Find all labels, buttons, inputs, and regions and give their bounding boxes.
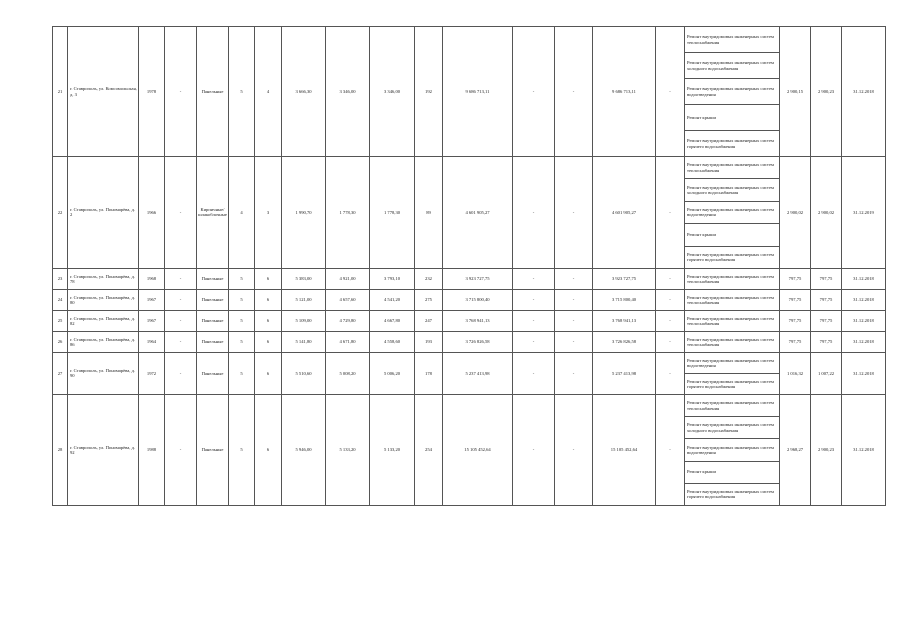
other-cost: -	[656, 394, 685, 505]
repair-program-table	[52, 26, 886, 506]
year-built: 1968	[139, 268, 165, 289]
repair-work-item: Ремонт крыши	[685, 224, 780, 246]
repair-work-item: Ремонт внутридомовых инженерных систем теплоснабжения	[685, 310, 780, 331]
fund-cost: -	[513, 394, 555, 505]
completion-date: 31.12.2018	[842, 27, 886, 157]
residential-area: 4 921,00	[326, 268, 370, 289]
unit-cost: 797,75	[780, 289, 811, 310]
table-row	[53, 268, 886, 289]
row-number: 24	[53, 289, 68, 310]
total-area: 5 141,80	[282, 331, 326, 352]
completion-date: 31.12.2018	[842, 352, 886, 394]
commissioning-year: -	[165, 352, 197, 394]
completion-date: 31.12.2019	[842, 157, 886, 269]
unit-cost: 797,75	[780, 310, 811, 331]
residents-count: 178	[415, 352, 443, 394]
max-unit-cost: 797,75	[811, 289, 842, 310]
residents-count: 193	[415, 331, 443, 352]
fund-cost: -	[513, 352, 555, 394]
owners-area: 5 133,20	[370, 394, 415, 505]
residential-area: 5 008,20	[326, 352, 370, 394]
repair-work-item: Ремонт внутридомовых инженерных систем горячего водоснабжения	[685, 483, 780, 505]
other-cost: -	[656, 352, 685, 394]
commissioning-year: -	[165, 331, 197, 352]
address-cell: г. Ставрополь, ул. Пономарёва, д. 90	[68, 352, 139, 394]
unit-cost: 2 900,02	[780, 157, 811, 269]
unit-cost: 797,75	[780, 268, 811, 289]
total-cost: 3 923 727,75	[443, 268, 513, 289]
total-area: 5 121,00	[282, 289, 326, 310]
repair-work-item: Ремонт крыши	[685, 105, 780, 131]
fund-cost: -	[513, 310, 555, 331]
floors-count: 5	[229, 310, 255, 331]
budget-cost: -	[555, 310, 593, 331]
table-row	[53, 352, 886, 373]
repair-work-item: Ремонт внутридомовых инженерных систем холодного водоснабжения	[685, 417, 780, 439]
repair-work-item: Ремонт внутридомовых инженерных систем холодного водоснабжения	[685, 53, 780, 79]
residents-count: 192	[415, 27, 443, 157]
repair-work-item: Ремонт внутридомовых инженерных систем теплоснабжения	[685, 268, 780, 289]
wall-material: Панельные	[197, 394, 229, 505]
repair-work-item: Ремонт внутридомовых инженерных систем теплоснабжения	[685, 27, 780, 53]
total-cost: 3 715 800,40	[443, 289, 513, 310]
residential-area: 4 671,80	[326, 331, 370, 352]
budget-cost: -	[555, 331, 593, 352]
residents-count: 247	[415, 310, 443, 331]
other-cost: -	[656, 27, 685, 157]
other-cost: -	[656, 289, 685, 310]
year-built: 1966	[139, 157, 165, 269]
address-cell: г. Ставрополь, ул. Пономарёва, д. 82	[68, 310, 139, 331]
max-unit-cost: 797,75	[811, 310, 842, 331]
residents-count: 275	[415, 289, 443, 310]
commissioning-year: -	[165, 157, 197, 269]
commissioning-year: -	[165, 310, 197, 331]
repair-work-item: Ремонт внутридомовых инженерных систем холодного водоснабжения	[685, 179, 780, 201]
owners-area: 3 346,00	[370, 27, 415, 157]
fund-cost: -	[513, 331, 555, 352]
budget-cost: -	[555, 352, 593, 394]
wall-material: Панельные	[197, 352, 229, 394]
entrances-count: 3	[255, 157, 282, 269]
repair-work-item: Ремонт внутридомовых инженерных систем теплоснабжения	[685, 289, 780, 310]
table-row	[53, 331, 886, 352]
owners-area: 4 541,20	[370, 289, 415, 310]
owners-cost: 3 768 941,13	[593, 310, 656, 331]
owners-cost: 15 105 452,64	[593, 394, 656, 505]
residential-area: 5 133,20	[326, 394, 370, 505]
table-row	[53, 157, 886, 179]
total-cost: 5 237 413,98	[443, 352, 513, 394]
owners-cost: 3 715 800,40	[593, 289, 656, 310]
budget-cost: -	[555, 27, 593, 157]
row-number: 27	[53, 352, 68, 394]
wall-material: Панельные	[197, 268, 229, 289]
entrances-count: 6	[255, 352, 282, 394]
table-row	[53, 289, 886, 310]
entrances-count: 6	[255, 331, 282, 352]
address-cell: г. Ставрополь, ул. Пономарёва, д. 2	[68, 157, 139, 269]
owners-cost: 4 601 905,27	[593, 157, 656, 269]
total-cost: 3 768 941,13	[443, 310, 513, 331]
wall-material: Кирпичные/ шлакоблочные	[197, 157, 229, 269]
table-row	[53, 310, 886, 331]
total-cost: 3 726 826,58	[443, 331, 513, 352]
address-cell: г. Ставрополь, ул. Пономарёва, д. 80	[68, 289, 139, 310]
budget-cost: -	[555, 157, 593, 269]
total-area: 5 383,00	[282, 268, 326, 289]
other-cost: -	[656, 331, 685, 352]
other-cost: -	[656, 310, 685, 331]
table-row	[53, 394, 886, 416]
repair-work-item: Ремонт внутридомовых инженерных систем горячего водоснабжения	[685, 373, 780, 394]
table-row	[53, 27, 886, 53]
wall-material: Панельные	[197, 27, 229, 157]
residential-area: 4 657,60	[326, 289, 370, 310]
total-area: 5 946,00	[282, 394, 326, 505]
residents-count: 254	[415, 394, 443, 505]
owners-cost: 5 237 413,98	[593, 352, 656, 394]
table-body	[53, 27, 886, 506]
owners-cost: 3 923 727,75	[593, 268, 656, 289]
row-number: 25	[53, 310, 68, 331]
total-cost: 9 686 713,11	[443, 27, 513, 157]
residents-count: 232	[415, 268, 443, 289]
wall-material: Панельные	[197, 289, 229, 310]
row-number: 22	[53, 157, 68, 269]
completion-date: 31.12.2018	[842, 268, 886, 289]
max-unit-cost: 2 900,23	[811, 394, 842, 505]
max-unit-cost: 797,75	[811, 331, 842, 352]
commissioning-year: -	[165, 268, 197, 289]
total-area: 5 510,60	[282, 352, 326, 394]
max-unit-cost: 2 900,23	[811, 27, 842, 157]
other-cost: -	[656, 268, 685, 289]
completion-date: 31.12.2018	[842, 331, 886, 352]
max-unit-cost: 2 900,02	[811, 157, 842, 269]
floors-count: 5	[229, 289, 255, 310]
repair-work-item: Ремонт внутридомовых инженерных систем водоотведения	[685, 79, 780, 105]
commissioning-year: -	[165, 27, 197, 157]
budget-cost: -	[555, 289, 593, 310]
residents-count: 89	[415, 157, 443, 269]
residential-area: 1 778,30	[326, 157, 370, 269]
completion-date: 31.12.2018	[842, 310, 886, 331]
repair-work-item: Ремонт внутридомовых инженерных систем теплоснабжения	[685, 394, 780, 416]
row-number: 23	[53, 268, 68, 289]
year-built: 1964	[139, 331, 165, 352]
max-unit-cost: 797,75	[811, 268, 842, 289]
floors-count: 5	[229, 394, 255, 505]
wall-material: Панельные	[197, 331, 229, 352]
fund-cost: -	[513, 157, 555, 269]
address-cell: г. Ставрополь, ул. Пономарёва, д. 86	[68, 331, 139, 352]
fund-cost: -	[513, 289, 555, 310]
fund-cost: -	[513, 27, 555, 157]
owners-cost: 3 726 826,58	[593, 331, 656, 352]
repair-work-item: Ремонт внутридомовых инженерных систем водоотведения	[685, 439, 780, 461]
repair-work-item: Ремонт внутридомовых инженерных систем теплоснабжения	[685, 157, 780, 179]
floors-count: 5	[229, 268, 255, 289]
owners-area: 1 778,30	[370, 157, 415, 269]
residential-area: 4 729,80	[326, 310, 370, 331]
max-unit-cost: 1 007,22	[811, 352, 842, 394]
owners-cost: 9 686 713,11	[593, 27, 656, 157]
entrances-count: 6	[255, 394, 282, 505]
row-number: 26	[53, 331, 68, 352]
address-cell: г. Ставрополь, ул. Комсомольская, д. 3	[68, 27, 139, 157]
repair-work-item: Ремонт внутридомовых инженерных систем водоотведения	[685, 201, 780, 223]
completion-date: 31.12.2018	[842, 394, 886, 505]
year-built: 1978	[139, 27, 165, 157]
unit-cost: 2 968,27	[780, 394, 811, 505]
unit-cost: 2 900,15	[780, 27, 811, 157]
floors-count: 5	[229, 352, 255, 394]
address-cell: г. Ставрополь, ул. Пономарёва, д. 92	[68, 394, 139, 505]
year-built: 1967	[139, 310, 165, 331]
owners-area: 5 006,20	[370, 352, 415, 394]
other-cost: -	[656, 157, 685, 269]
repair-work-item: Ремонт внутридомовых инженерных систем горячего водоснабжения	[685, 246, 780, 268]
residential-area: 3 346,00	[326, 27, 370, 157]
repair-work-item: Ремонт внутридомовых инженерных систем водоотведения	[685, 352, 780, 373]
entrances-count: 6	[255, 310, 282, 331]
owners-area: 4 667,80	[370, 310, 415, 331]
repair-work-item: Ремонт внутридомовых инженерных систем теплоснабжения	[685, 331, 780, 352]
total-area: 1 990,70	[282, 157, 326, 269]
entrances-count: 4	[255, 27, 282, 157]
floors-count: 4	[229, 157, 255, 269]
address-cell: г. Ставрополь, ул. Пономарёва, д. 78	[68, 268, 139, 289]
commissioning-year: -	[165, 289, 197, 310]
year-built: 1967	[139, 289, 165, 310]
unit-cost: 1 016,32	[780, 352, 811, 394]
year-built: 1988	[139, 394, 165, 505]
floors-count: 5	[229, 331, 255, 352]
owners-area: 4 558,60	[370, 331, 415, 352]
total-cost: 4 601 905,27	[443, 157, 513, 269]
entrances-count: 6	[255, 268, 282, 289]
entrances-count: 6	[255, 289, 282, 310]
total-area: 3 666,30	[282, 27, 326, 157]
total-area: 5 109,00	[282, 310, 326, 331]
completion-date: 31.12.2018	[842, 289, 886, 310]
budget-cost: -	[555, 394, 593, 505]
budget-cost: -	[555, 268, 593, 289]
row-number: 28	[53, 394, 68, 505]
year-built: 1972	[139, 352, 165, 394]
wall-material: Панельные	[197, 310, 229, 331]
unit-cost: 797,75	[780, 331, 811, 352]
owners-area: 3 793,10	[370, 268, 415, 289]
fund-cost: -	[513, 268, 555, 289]
total-cost: 15 105 452,64	[443, 394, 513, 505]
repair-work-item: Ремонт внутридомовых инженерных систем горячего водоснабжения	[685, 131, 780, 157]
floors-count: 5	[229, 27, 255, 157]
commissioning-year: -	[165, 394, 197, 505]
row-number: 21	[53, 27, 68, 157]
repair-work-item: Ремонт крыши	[685, 461, 780, 483]
